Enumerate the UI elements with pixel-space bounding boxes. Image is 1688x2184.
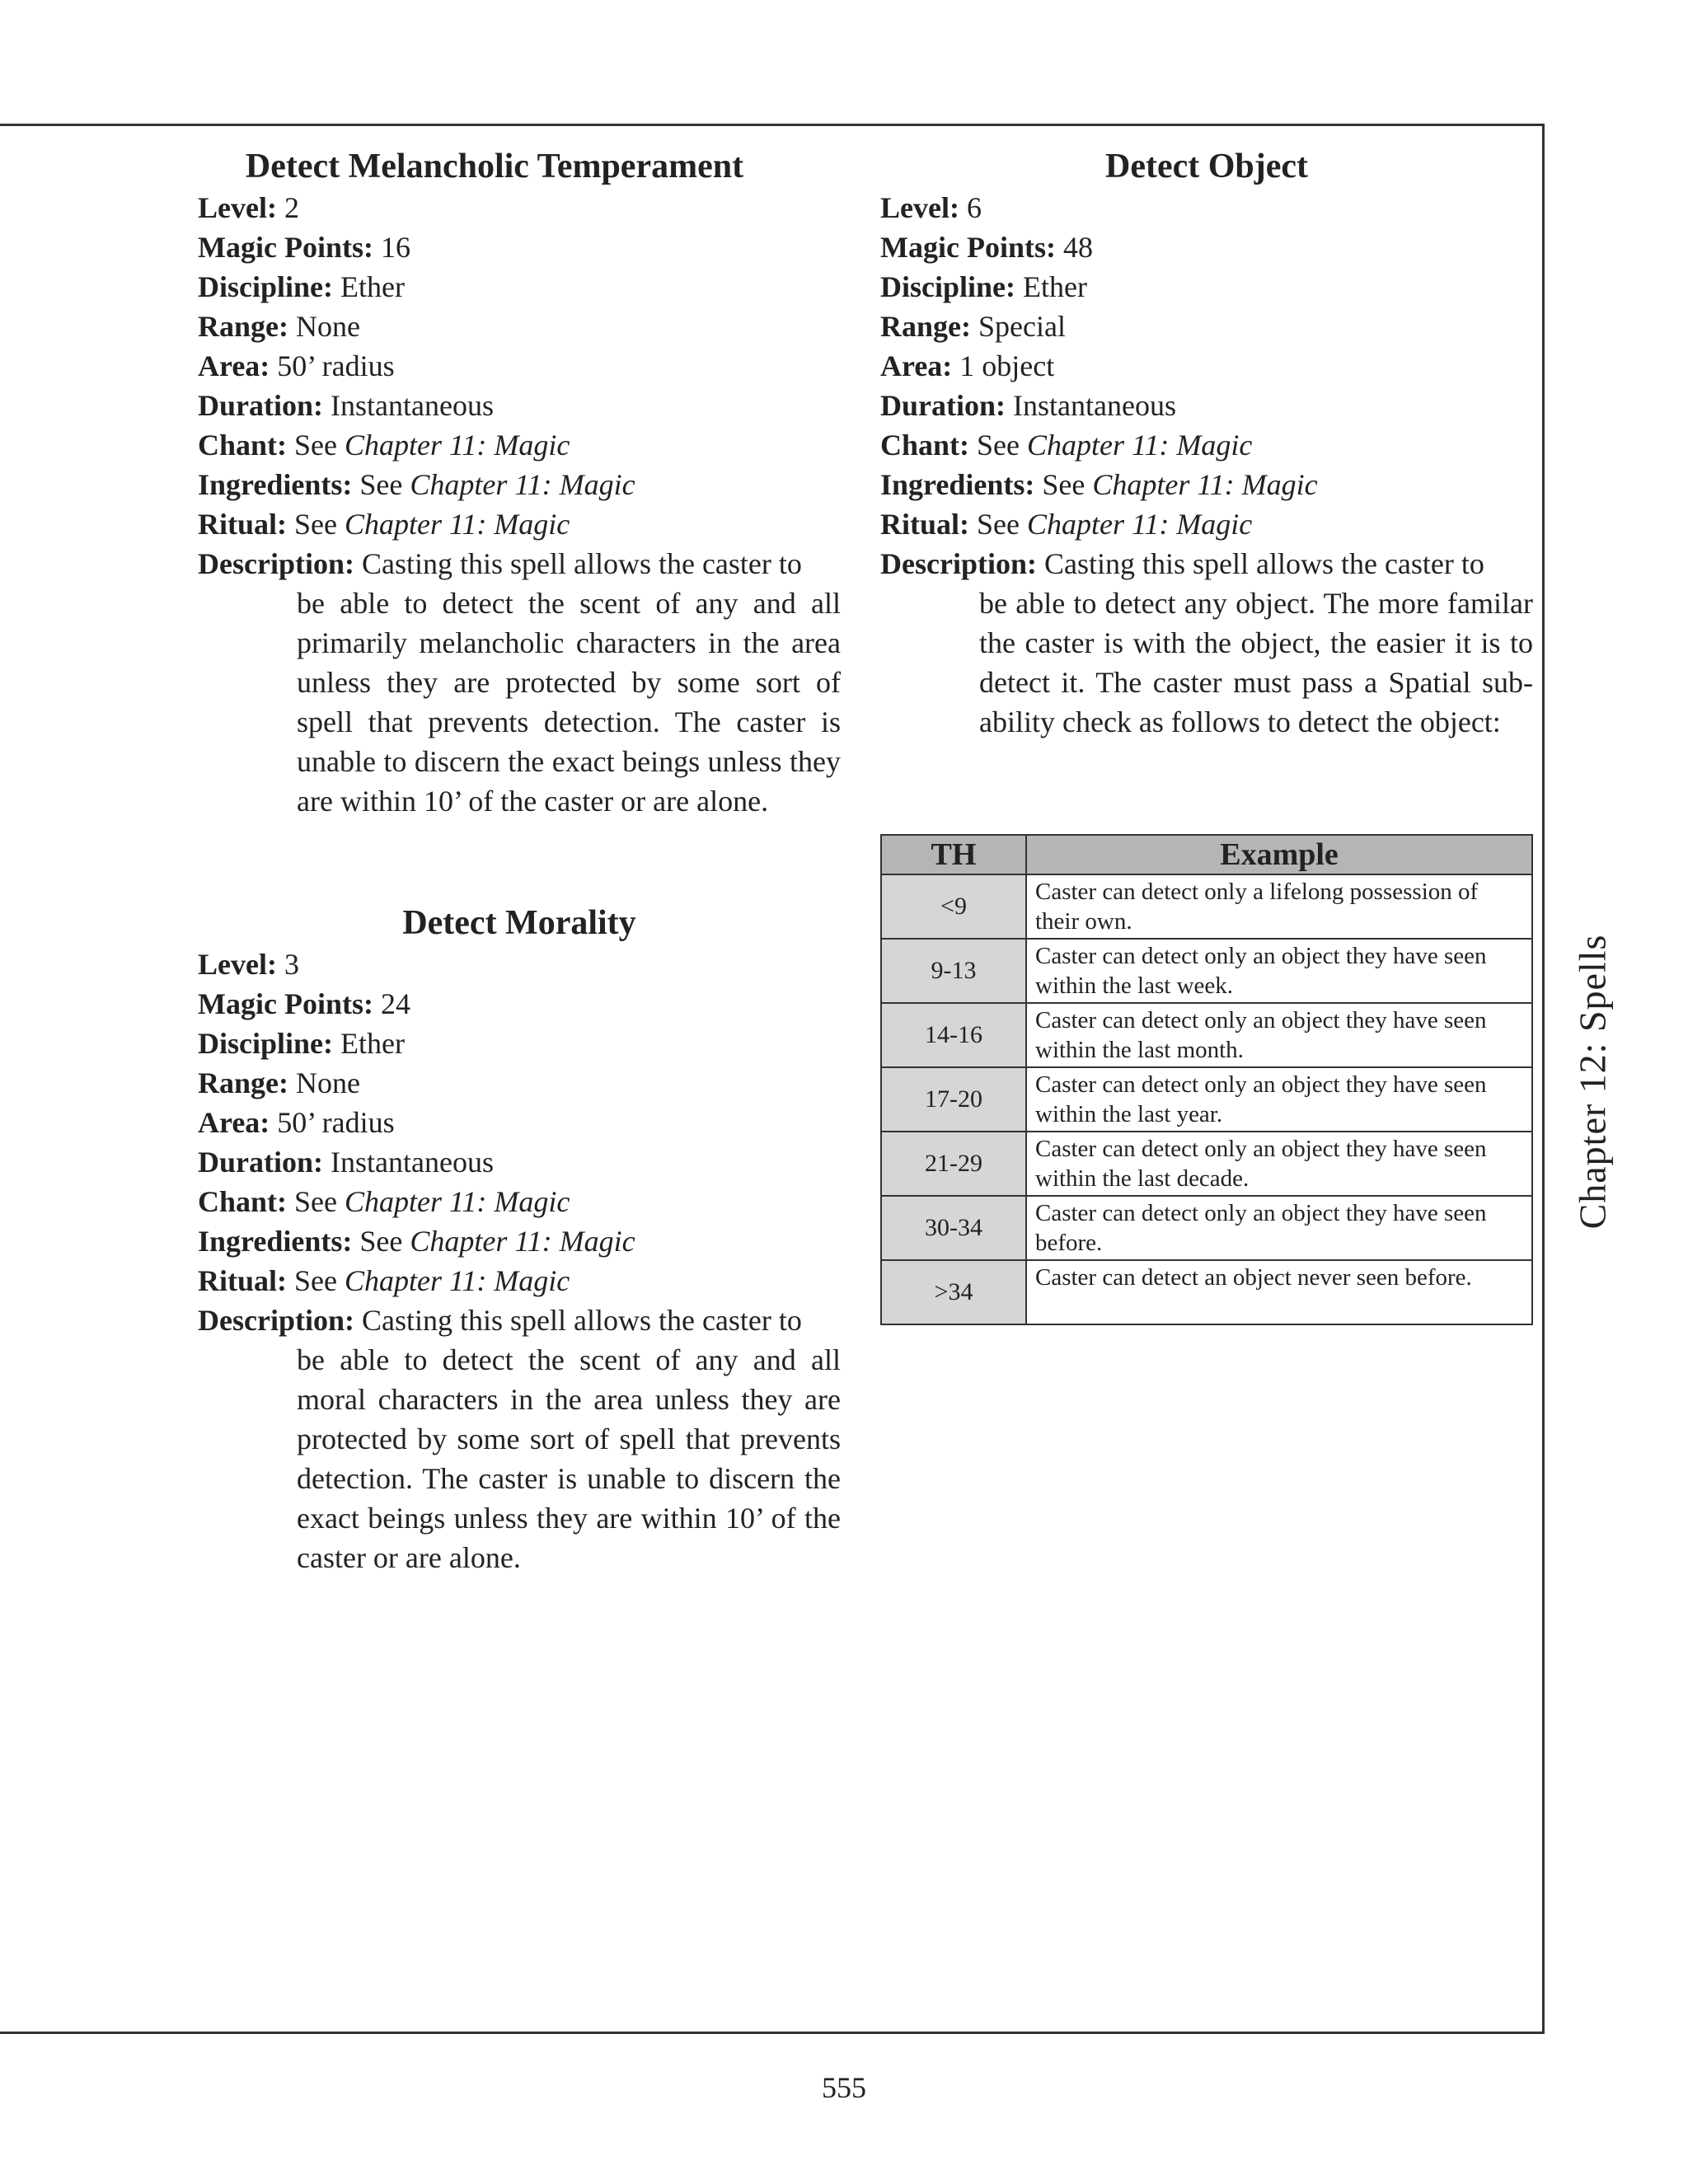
example-cell: Caster can detect only an object they have seen within the last year.	[1026, 1067, 1532, 1132]
stat-ritual: Ritual: See Chapter 11: Magic	[880, 508, 1253, 541]
example-cell: Caster can detect an object never seen before.	[1026, 1260, 1532, 1324]
table-row	[881, 1067, 1532, 1132]
column-header-example: Example	[1026, 835, 1532, 874]
chapter-side-label: Chapter 12: Spells	[1571, 934, 1614, 1229]
th-cell: >34	[881, 1260, 1026, 1324]
stat-area: Area: 1 object	[880, 349, 1055, 382]
th-cell: 17-20	[881, 1067, 1026, 1132]
stat-area: Area: 50’ radius	[198, 349, 395, 382]
stat-range: Range: Special	[880, 310, 1066, 343]
stat-magic-points: Magic Points: 16	[198, 231, 410, 264]
table-row	[881, 939, 1532, 1003]
th-cell: 9-13	[881, 939, 1026, 1003]
stat-level: Level: 3	[198, 948, 299, 981]
spell-detect-melancholic	[198, 145, 841, 821]
stat-duration: Duration: Instantaneous	[880, 389, 1176, 422]
stat-range: Range: None	[198, 1066, 360, 1099]
spell-description: Description: Casting this spell allows the caster to be able to detect any object. The more familar the caster is with the object, the easier it is to detect it. The caster must pass a Spatial sub-ability check as follows to detect the object:	[880, 547, 1533, 738]
spell-title: Detect Melancholic Temperament	[245, 148, 744, 185]
stat-magic-points: Magic Points: 24	[198, 987, 410, 1020]
stat-ingredients: Ingredients: See Chapter 11: Magic	[198, 1225, 635, 1258]
stat-area: Area: 50’ radius	[198, 1106, 395, 1139]
stat-level: Level: 2	[198, 191, 299, 224]
stat-chant: Chant: See Chapter 11: Magic	[880, 429, 1253, 462]
table-header-row	[881, 835, 1532, 874]
spell-stats	[880, 188, 1533, 544]
table-row	[881, 874, 1532, 939]
spell-stats	[198, 188, 841, 544]
example-cell: Caster can detect only an object they have seen within the last month.	[1026, 1003, 1532, 1067]
example-cell: Caster can detect only an object they have seen before.	[1026, 1196, 1532, 1260]
th-cell: 30-34	[881, 1196, 1026, 1260]
spell-description: Description: Casting this spell allows the caster to be able to detect the scent of any and all moral characters in the area unless they are protected by some sort of spell that prevents detection. The caster is unable to discern the exact beings unless they are within 10’ of the caster or are alone.	[198, 1304, 841, 1574]
stat-discipline: Discipline: Ether	[198, 270, 405, 303]
page-number: 555	[822, 2071, 866, 2104]
stat-level: Level: 6	[880, 191, 982, 224]
th-cell: 14-16	[881, 1003, 1026, 1067]
stat-range: Range: None	[198, 310, 360, 343]
stat-ritual: Ritual: See Chapter 11: Magic	[198, 1264, 570, 1297]
column-header-th: TH	[881, 835, 1026, 874]
example-cell: Caster can detect only an object they have seen within the last week.	[1026, 939, 1532, 1003]
target-number-table	[880, 834, 1533, 1325]
table-row	[881, 1132, 1532, 1196]
stat-ingredients: Ingredients: See Chapter 11: Magic	[198, 468, 635, 501]
stat-chant: Chant: See Chapter 11: Magic	[198, 1185, 570, 1218]
stat-duration: Duration: Instantaneous	[198, 1146, 494, 1179]
spell-description: Description: Casting this spell allows the caster to be able to detect the scent of any and all primarily melancholic characters in the area unless they are protected by some sort of spell that prevents detection. The caster is unable to discern the exact beings unless they are within 10’ of the caster or are alone.	[198, 547, 841, 818]
stat-chant: Chant: See Chapter 11: Magic	[198, 429, 570, 462]
stat-magic-points: Magic Points: 48	[880, 231, 1093, 264]
spell-stats	[198, 944, 841, 1301]
stat-discipline: Discipline: Ether	[198, 1027, 405, 1060]
th-cell: <9	[881, 874, 1026, 939]
stat-duration: Duration: Instantaneous	[198, 389, 494, 422]
spell-title: Detect Object	[1104, 148, 1308, 185]
example-cell: Caster can detect only a lifelong possession of their own.	[1026, 874, 1532, 939]
spell-detect-morality	[198, 902, 841, 1577]
example-cell: Caster can detect only an object they have seen within the last decade.	[1026, 1132, 1532, 1196]
table-row	[881, 1260, 1532, 1324]
spell-title: Detect Morality	[402, 904, 636, 942]
th-cell: 21-29	[881, 1132, 1026, 1196]
stat-ritual: Ritual: See Chapter 11: Magic	[198, 508, 570, 541]
stat-discipline: Discipline: Ether	[880, 270, 1087, 303]
table-row	[881, 1003, 1532, 1067]
stat-ingredients: Ingredients: See Chapter 11: Magic	[880, 468, 1318, 501]
spell-detect-object	[880, 145, 1533, 742]
table-row	[881, 1196, 1532, 1260]
